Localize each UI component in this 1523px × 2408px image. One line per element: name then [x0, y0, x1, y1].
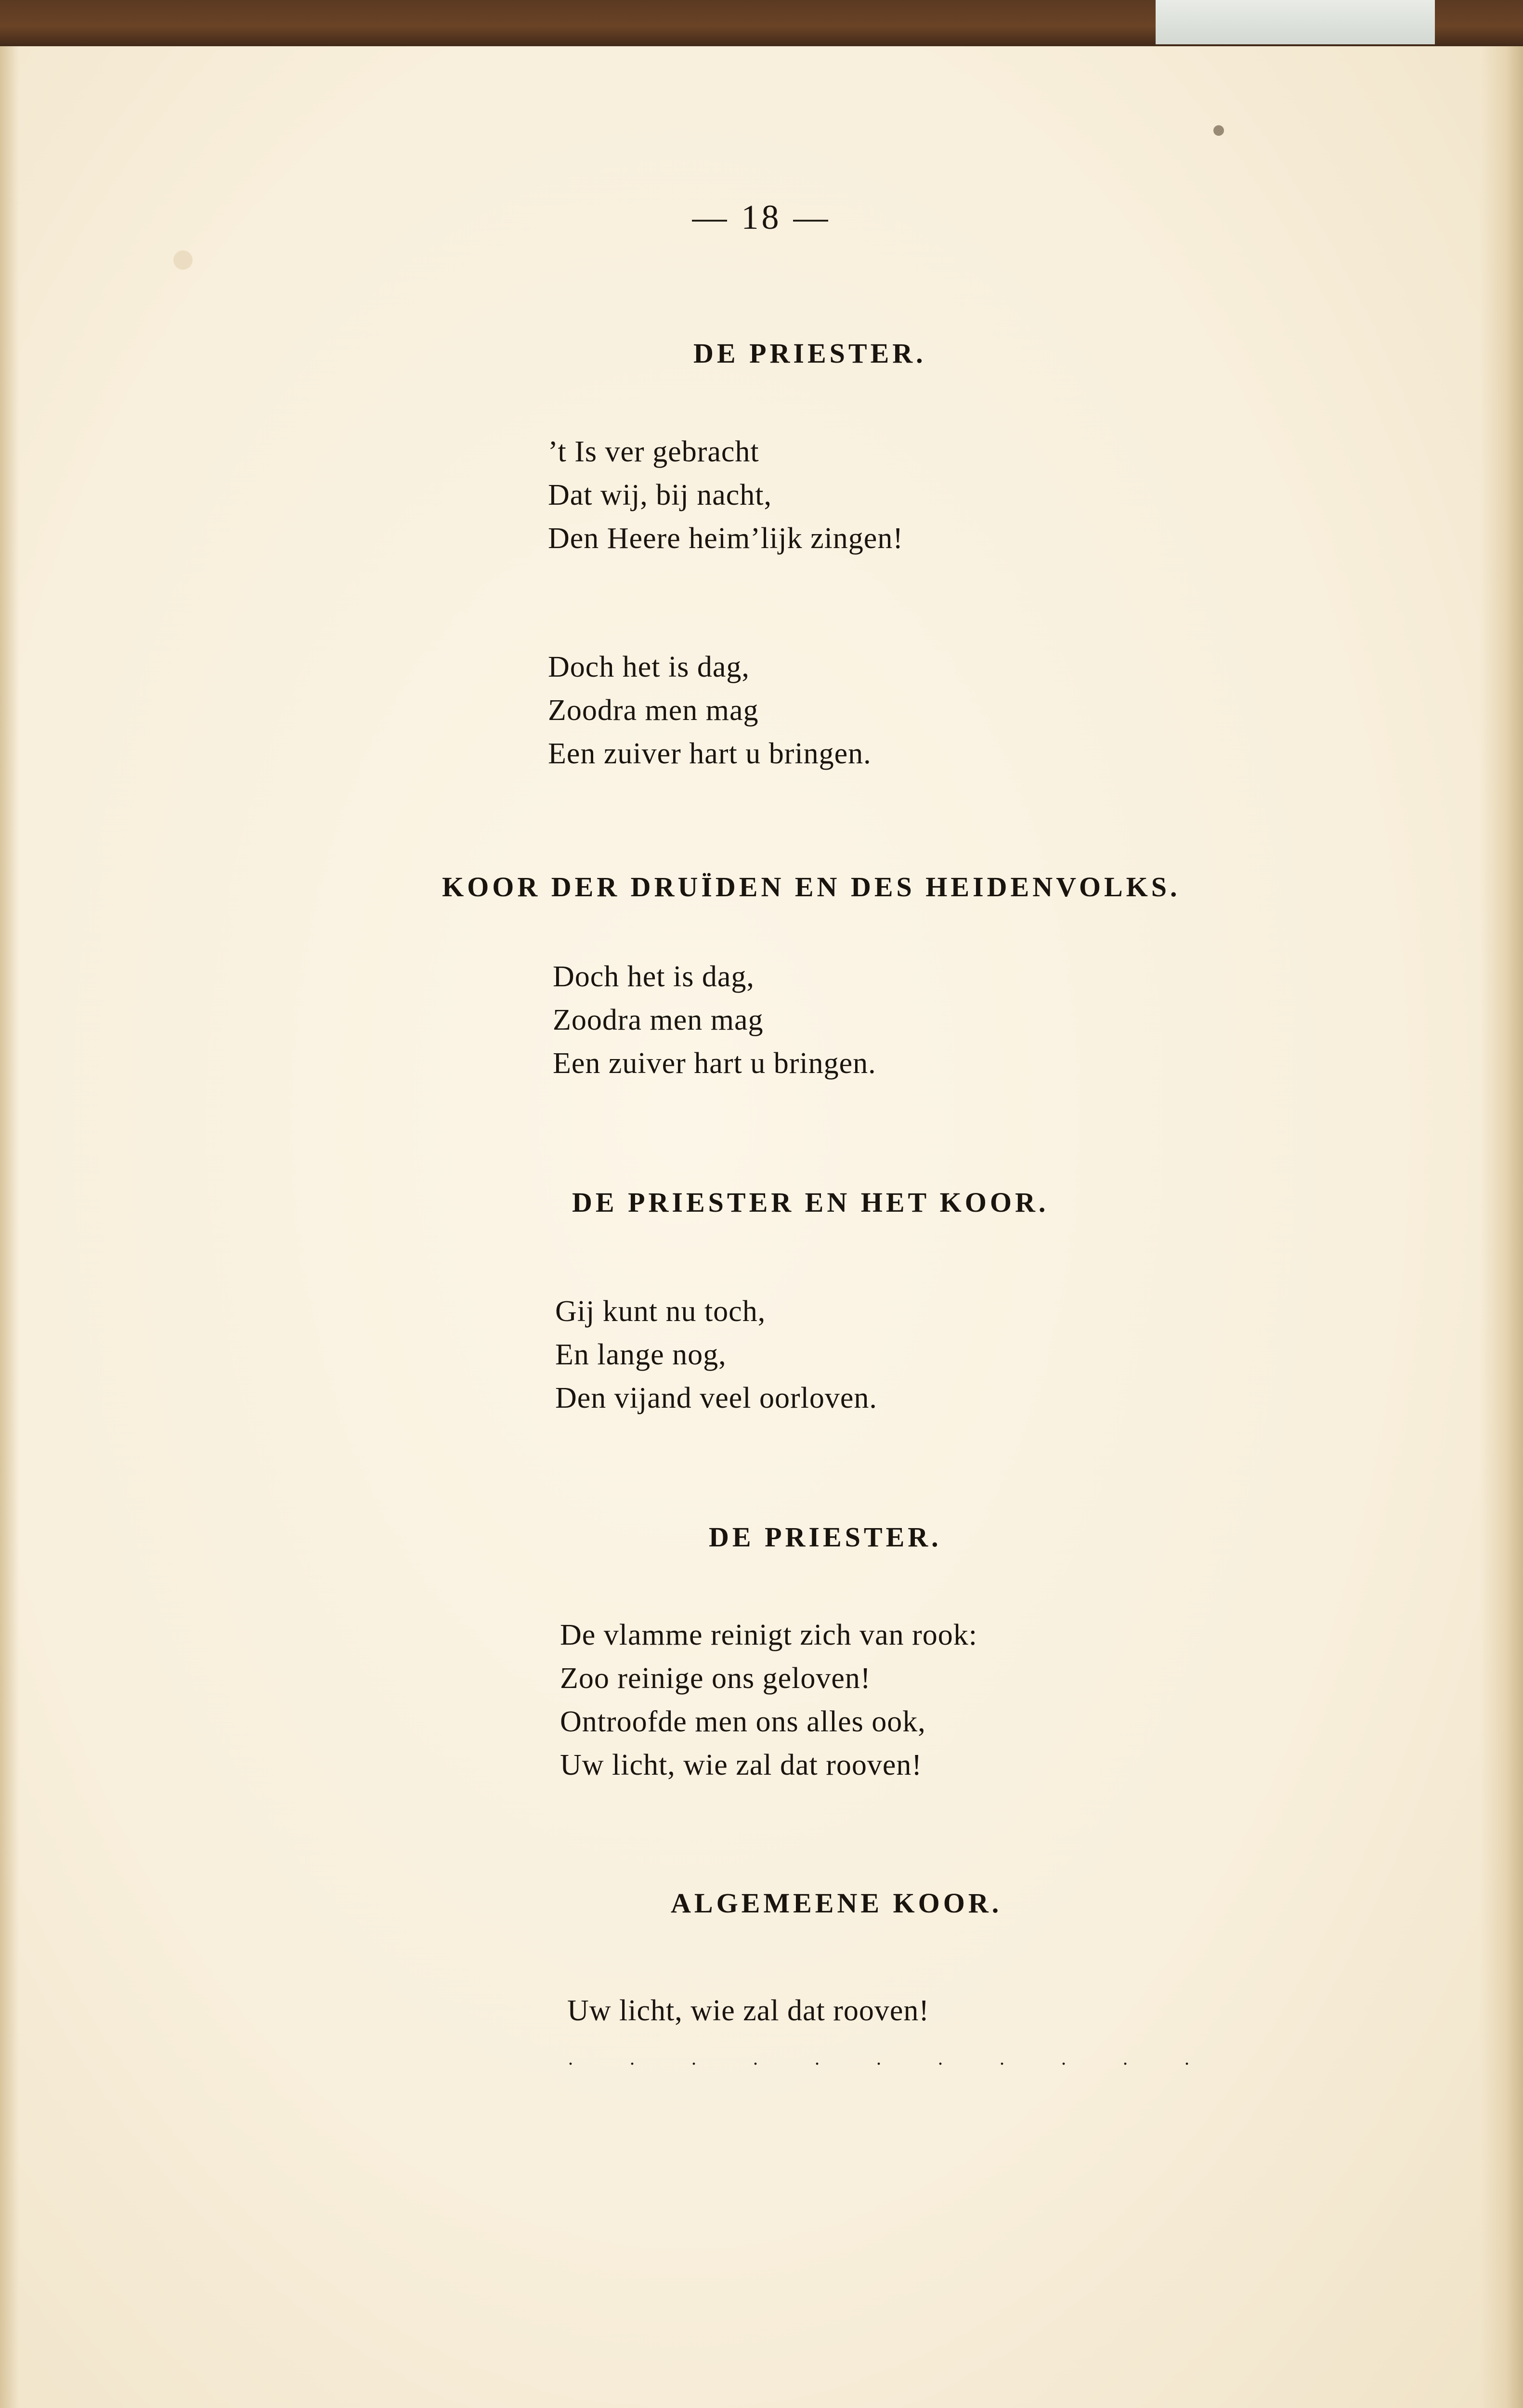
verse-line: Doch het is dag, [548, 651, 750, 683]
verse-line: En lange nog, [555, 1338, 727, 1371]
stanza [567, 1989, 929, 2032]
page-left-shadow [0, 46, 19, 2408]
paper-stain [173, 250, 193, 270]
verse-line: Den vijand veel oorloven. [555, 1382, 877, 1414]
verse-line: De vlamme reinigt zich van rook: [560, 1619, 978, 1651]
page-right-edge [1480, 46, 1523, 2408]
verse-line: Gij kunt nu toch, [555, 1295, 766, 1328]
verse-line: Zoo reinige ons geloven! [560, 1662, 871, 1695]
speaker-heading: DE PRIESTER EN HET KOOR. [572, 1187, 1049, 1218]
verse-line: Uw licht, wie zal dat rooven! [560, 1749, 923, 1781]
verse-line: Zoodra men mag [548, 694, 759, 727]
speaker-heading: KOOR DER DRUÏDEN EN DES HEIDENVOLKS. [442, 871, 1181, 903]
verse-line: Ontroofde men ons alles ook, [560, 1705, 926, 1738]
stanza [560, 1613, 977, 1787]
speaker-heading: DE PRIESTER. [709, 1521, 942, 1553]
stanza [548, 430, 903, 560]
verse-line: Een zuiver hart u bringen. [548, 737, 872, 770]
verse-line: ’t Is ver gebracht [548, 435, 759, 468]
verse-line: Doch het is dag, [553, 960, 755, 993]
paper-speck [1213, 125, 1224, 136]
paper-strip [1156, 0, 1435, 44]
stanza [553, 955, 876, 1085]
stanza [548, 645, 872, 775]
verse-line: Zoodra men mag [553, 1004, 764, 1036]
stanza [555, 1290, 877, 1420]
page-number: — 18 — [692, 198, 831, 236]
closing-dots: . . . . . . . . . . . [568, 2047, 1215, 2069]
verse-line: Een zuiver hart u bringen. [553, 1047, 876, 1080]
verse-line: Den Heere heim’lijk zingen! [548, 522, 903, 555]
verse-line: Dat wij, bij nacht, [548, 479, 772, 511]
verse-line: Uw licht, wie zal dat rooven! [567, 1994, 930, 2027]
speaker-heading: DE PRIESTER. [693, 338, 926, 369]
speaker-heading: ALGEMEENE KOOR. [671, 1887, 1002, 1919]
